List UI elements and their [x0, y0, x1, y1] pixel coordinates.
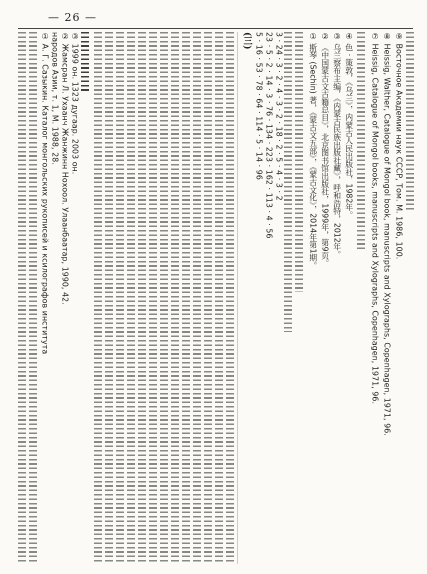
mongolian-body-11 [204, 32, 212, 564]
text-columns [18, 32, 416, 564]
mongolian-body-5 [138, 32, 146, 564]
right-ref-3: ⑨ Восточное Академии наук СССР, Том. М. 1986, 100. [394, 32, 404, 260]
column-divider [237, 32, 238, 564]
mongolian-text-block-2 [29, 32, 37, 564]
numeric-ref-3: 3 · 24 · 3 · 2 · 4 · 3 · 2 · 18 · 2 · 5 · 4 · 3 · 2 [274, 32, 284, 201]
mongolian-body-1 [94, 32, 102, 564]
mongolian-body-6 [149, 32, 157, 564]
ref-b: ② Жамсран Л. Ухаанч Жанжинн Нохоол. Улаанбаатар, 1990, 42. [60, 32, 70, 305]
numeric-ref-2: 23 · 5 · 2 · 14 · 3 · 76 · 134 · 223 · 162 · 113 · 4 · 56 [264, 32, 274, 239]
mongolian-text-block-3 [81, 32, 89, 92]
chinese-ref-1: ① 斯琴 (Sechin) 著，《蒙古文五部》，《蒙古文化》，2014年第1期。 [308, 32, 318, 270]
mongolian-body-4 [127, 32, 135, 564]
chinese-ref-2: ② 《中国蒙古文古籍总目》，北京图书馆出版社，1999年，第9页。 [320, 32, 330, 268]
mongolian-text-block-1 [18, 32, 26, 564]
page-number: — 26 — [48, 11, 97, 24]
mongolian-body-12 [215, 32, 223, 564]
mongolian-ref-block-4 [406, 32, 414, 212]
mongolian-ref-block-2 [295, 32, 303, 292]
mongolian-body-7 [160, 32, 168, 564]
section-heading: (三) [241, 32, 252, 50]
mongolian-ref-block-3 [357, 32, 365, 252]
mongolian-ref-block-1 [284, 32, 292, 332]
mongolian-body-8 [171, 32, 179, 564]
ref-c: ③ 1999 он. 1323 дугаар. 2003 он. [70, 32, 80, 175]
chinese-ref-3: ③ 乌兰察布主编，《内蒙古民族出版社藏》，呼和浩特，2012年。 [332, 32, 342, 259]
mongolian-body-2 [105, 32, 113, 564]
ref-a-cont: народов Азии, т. 1, М. 1988, 28. [50, 32, 60, 165]
numeric-ref-1: 5 · 16 · 53 · 78 · 64 · 114 · 5 · 14 · 96 [254, 32, 264, 180]
mongolian-body-10 [193, 32, 201, 564]
mongolian-body-3 [116, 32, 124, 564]
mongolian-body-13 [226, 32, 234, 564]
chinese-ref-4: ④ 色 · 策敦，《乌兰》，内蒙古人民出版社，1982年。 [344, 32, 354, 219]
ref-a: ① А. Г. Сазыкин. Каталог монгольских рукописей и ксилографов института [40, 32, 50, 355]
right-ref-2: ⑧ Heissig, Walther, Catalogue of Mongol book, manuscripts and Xylographs, Copenhagen, 1971, 96. [382, 32, 392, 436]
mongolian-body-9 [182, 32, 190, 564]
right-ref-1: ⑦ Heissig, Catalogue of Mongol books, manuscripts and Xylographs, Copenhagen, 1971, 96. [370, 32, 380, 405]
page-header [18, 10, 413, 29]
